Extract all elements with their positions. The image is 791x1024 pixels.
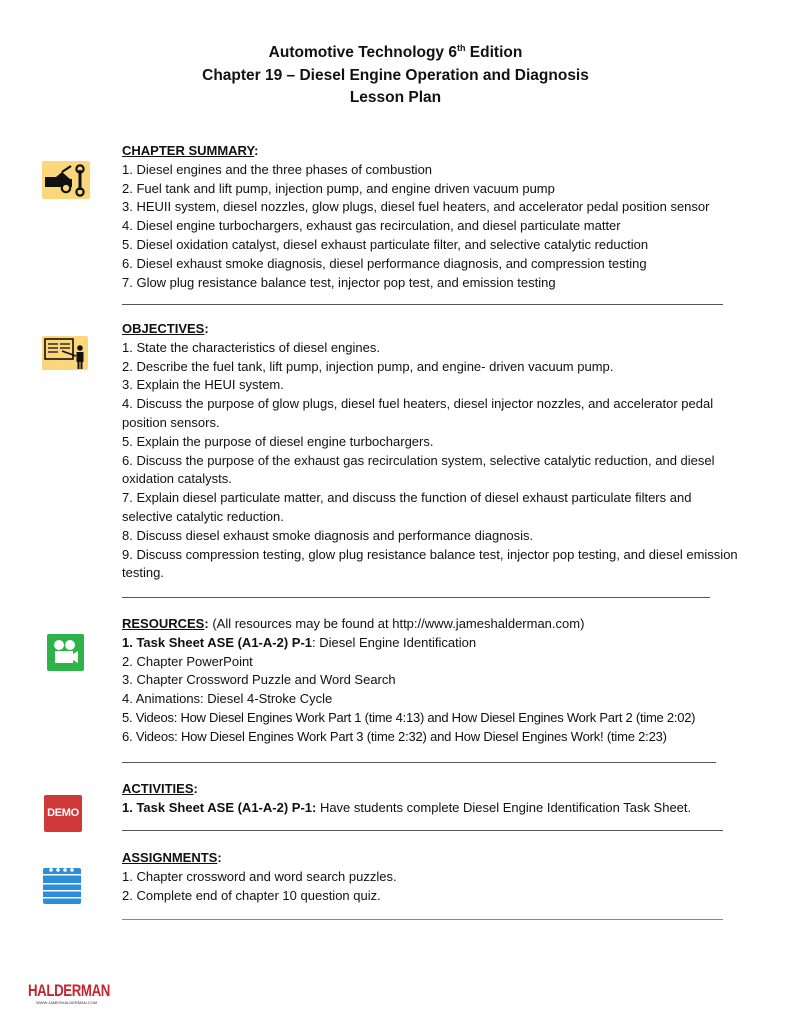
section-divider: [122, 597, 710, 598]
logo-url: WWW.JAMESHALDERMAN.COM: [36, 1000, 98, 1005]
list-item: 5. Diesel oxidation catalyst, diesel exhaust particulate filter, and selective catalytic reduction: [122, 236, 649, 252]
section-divider: [122, 919, 723, 920]
list-item: 2. Describe the fuel tank, lift pump, injection pump, and engine- driven vacuum pump.: [122, 358, 614, 374]
list-item: 6. Discuss the purpose of the exhaust gas recirculation system, selective catalytic reduction, and diesel oxidation catalysts.: [122, 452, 715, 487]
list-item: 6. Videos: How Diesel Engines Work Part 3 (time 2:32) and How Diesel Engines Work! (time 2:23): [122, 728, 667, 744]
mechanic-car-wrench-icon: [42, 161, 90, 204]
activities-heading: ACTIVITIES: [122, 781, 194, 796]
objectives-heading: OBJECTIVES: [122, 321, 205, 336]
activities-section: [122, 780, 737, 818]
heading-colon: :: [254, 143, 259, 158]
list-item: 3. Chapter Crossword Puzzle and Word Search: [122, 672, 396, 688]
list-item: 5. Explain the purpose of diesel engine turbochargers.: [122, 433, 434, 449]
task-sheet-link[interactable]: 1. Task Sheet ASE (A1-A-2) P-1:: [122, 799, 317, 815]
list-item: 1. Task Sheet ASE (A1-A-2) P-1: Diesel Engine Identification: [122, 634, 477, 650]
section-divider: [122, 762, 716, 763]
list-item: 7. Explain diesel particulate matter, and discuss the function of diesel exhaust particulate filters and selective catalytic reduction.: [122, 490, 692, 524]
list-item: 3. HEUII system, diesel nozzles, glow plugs, diesel fuel heaters, and accelerator pedal position sensor: [122, 199, 710, 215]
list-item: 5. Videos: How Diesel Engines Work Part 1 (time 4:13) and How Diesel Engines Work Part 2 (time 2:02): [122, 709, 696, 725]
document-type: Lesson Plan: [349, 89, 442, 106]
chapter-title: Chapter 19 – Diesel Engine Operation and Diagnosis: [202, 66, 589, 84]
heading-colon: :: [204, 321, 209, 336]
demo-icon-label: DEMO: [44, 795, 82, 832]
resources-section: [122, 615, 737, 747]
list-item: 1. Diesel engines and the three phases of combustion: [122, 161, 433, 177]
list-item: 9. Discuss compression testing, glow plug resistance balance test, injector pop testing, and diesel emission testing.: [122, 546, 738, 581]
list-item: 4. Animations: Diesel 4-Stroke Cycle: [122, 691, 333, 707]
list-item: 1. Chapter crossword and word search puzzles.: [122, 868, 397, 884]
list-item: 2. Chapter PowerPoint: [122, 653, 253, 669]
objectives-section: [122, 320, 742, 583]
list-item: 8. Discuss diesel exhaust smoke diagnosis and performance diagnosis.: [122, 527, 534, 543]
list-item: 7. Glow plug resistance balance test, injector pop test, and emission testing: [122, 274, 556, 290]
notepad-icon: [43, 866, 81, 909]
list-item: 2. Complete end of chapter 10 question quiz.: [122, 887, 381, 903]
assignments-section: [122, 849, 737, 905]
halderman-logo: [28, 981, 110, 1005]
logo-text: HALDERMAN: [28, 981, 110, 1000]
chapter-summary-section: [122, 142, 737, 292]
task-sheet-link[interactable]: 1. Task Sheet ASE (A1-A-2) P-1: [122, 634, 312, 650]
assignments-heading: ASSIGNMENTS: [122, 850, 218, 865]
demo-icon: [44, 795, 82, 832]
chapter-summary-heading: CHAPTER SUMMARY: [122, 143, 255, 158]
list-item: 3. Explain the HEUI system.: [122, 377, 284, 393]
teacher-presentation-icon: [42, 336, 88, 375]
resources-note: (All resources may be found at http://www.jameshalderman.com): [208, 616, 585, 631]
heading-colon: :: [193, 781, 198, 796]
list-item: 1. Task Sheet ASE (A1-A-2) P-1: Have students complete Diesel Engine Identification Task Sheet.: [122, 799, 692, 815]
document-header: [0, 42, 791, 110]
list-item: 2. Fuel tank and lift pump, injection pump, and engine driven vacuum pump: [122, 180, 555, 196]
section-divider: [122, 304, 723, 305]
heading-colon: :: [217, 850, 222, 865]
list-item: 4. Diesel engine turbochargers, exhaust gas recirculation, and diesel particulate matter: [122, 218, 621, 234]
resources-heading: RESOURCES: [122, 616, 205, 631]
list-item: 1. State the characteristics of diesel engines.: [122, 339, 380, 355]
heading-colon: :: [204, 616, 209, 631]
book-title: Automotive Technology 6th Edition: [268, 43, 523, 61]
list-item: 6. Diesel exhaust smoke diagnosis, diesel performance diagnosis, and compression testing: [122, 255, 647, 271]
section-divider: [122, 830, 723, 831]
list-item: 4. Discuss the purpose of glow plugs, diesel fuel heaters, diesel injector nozzles, and accelerator pedal position sensors.: [122, 396, 714, 430]
video-camera-icon: [47, 634, 84, 676]
